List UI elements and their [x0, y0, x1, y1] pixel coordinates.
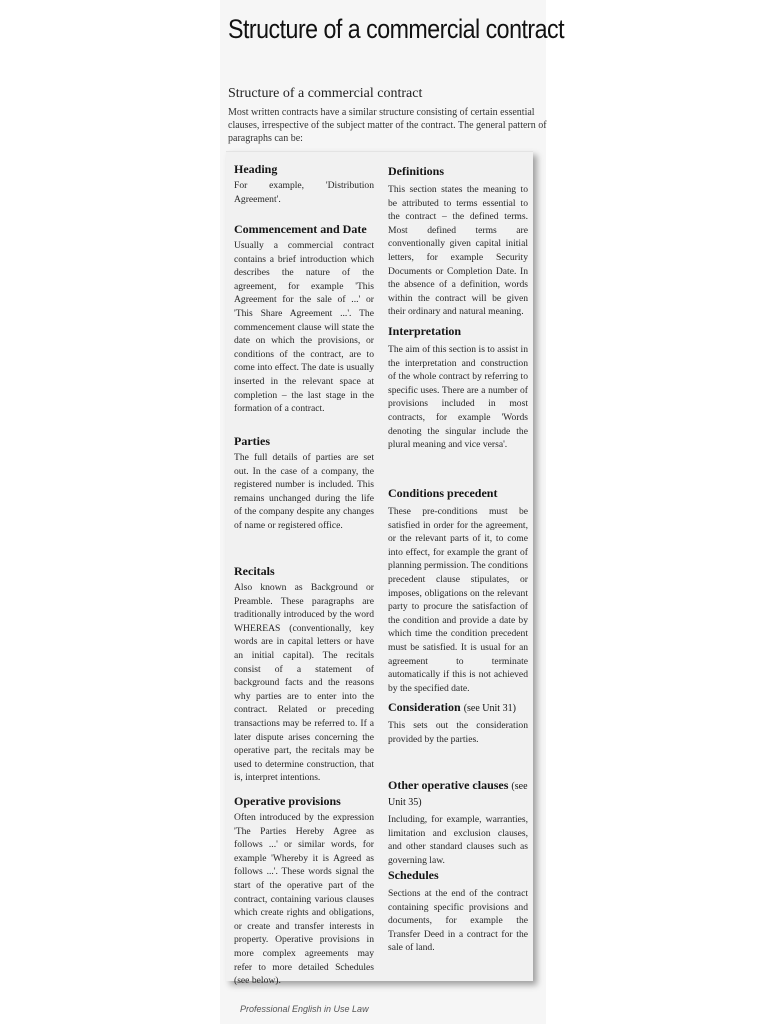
- section-body: Sections at the end of the contract containing specific provisions and documents, for example the Transfer Deed in a contract for the sale of land.: [388, 888, 528, 954]
- section-consideration: [388, 700, 528, 746]
- section-title: Recitals: [234, 564, 275, 578]
- section-title: Commencement and Date: [234, 222, 367, 236]
- section-body: Including, for example, warranties, limitation and exclusion clauses, and other standard clauses such as governing law.: [388, 814, 528, 866]
- section-recitals: [234, 564, 374, 785]
- section-operative-provisions: [234, 794, 374, 988]
- section-commencement: [234, 222, 374, 416]
- section-parties: [234, 434, 374, 533]
- section-subtitle: Structure of a commercial contract: [228, 86, 423, 101]
- section-definitions: [388, 164, 528, 319]
- section-other-operative-clauses: [388, 778, 528, 867]
- section-title: Parties: [234, 434, 270, 448]
- contract-structure-panel: [226, 151, 533, 987]
- intro-paragraph: Most written contracts have a similar structure consisting of certain essential clauses, irrespective of the subject matter of the contract. The general pattern of paragraphs can be:: [228, 107, 547, 144]
- section-body: The aim of this section is to assist in the interpretation and construction of the whole contract by referring to specific uses. There are a number of provisions included in most contracts, for example 'Words denoting the singular include the plural meaning and vice versa'.: [388, 344, 528, 451]
- section-conditions-precedent: [388, 486, 528, 695]
- section-body: Usually a commercial contract contains a brief introduction which describes the nature of the agreement, for example 'This Agreement for the sale of ...' or 'This Share Agreement ...'. The commencement clause will state the date on which the provisions, or conditions of the contract, are to come into effect. The date is usually inserted in the relevant space at completion – the last stage in the formation of a contract.: [234, 240, 374, 415]
- section-title: Other operative clauses (see Unit 35): [388, 778, 528, 808]
- section-title: Schedules: [388, 868, 439, 882]
- section-body: For example, 'Distribution Agreement'.: [234, 180, 374, 205]
- section-body: This section states the meaning to be attributed to terms essential to the contract – the defined terms. Most defined terms are conventionally given capital initial letters, for example Security Documents or Completion Date. In the absence of a definition, words within the contract will be given their ordinary and natural meaning.: [388, 184, 528, 318]
- section-interpretation: [388, 324, 528, 452]
- page-title: Structure of a commercial contract: [228, 14, 565, 44]
- section-title: Conditions precedent: [388, 486, 498, 500]
- section-schedules: [388, 868, 528, 955]
- page-footer: Professional English in Use Law: [240, 1004, 369, 1014]
- section-body: Often introduced by the expression 'The Parties Hereby Agree as follows ...' or similar words, for example 'Whereby it is Agreed as follows ...'. These words signal the start of the operative part of the contract, containing various clauses which create rights and obligations, or create and transfer interests in property. Operative provisions in more complex agreements may refer to more detailed Schedules (see below).: [234, 812, 374, 987]
- section-title: Interpretation: [388, 324, 462, 338]
- section-body: The full details of parties are set out. In the case of a company, the registered number is included. This remains unchanged during the life of the company despite any changes of name or registered office.: [234, 452, 374, 531]
- section-heading: [234, 162, 374, 206]
- section-title: Heading: [234, 162, 278, 176]
- section-title: Consideration (see Unit 31): [388, 700, 516, 714]
- section-title: Definitions: [388, 164, 445, 178]
- section-body: These pre-conditions must be satisfied in order for the agreement, or the relevant parts of it, to come into effect, for example the grant of planning permission. The conditions precedent clause stipulates, or imposes, obligations on the relevant party to procure the satisfaction of the condition and provide a date by which time the condition precedent must be satisfied. It is usual for an agreement to terminate automatically if this is not achieved by the specified date.: [388, 506, 528, 694]
- section-body: This sets out the consideration provided by the parties.: [388, 720, 528, 745]
- section-title: Operative provisions: [234, 794, 341, 808]
- section-body: Also known as Background or Preamble. These paragraphs are traditionally introduced by the word WHEREAS (conventionally, key words are in capital letters or have an initial capital). The recitals consist of a statement of background facts and the reasons why parties are to enter into the contract. Related or preceding transactions may be referred to. If a later dispute arises concerning the operative part, the recitals may be used to determine construction, that is, interpret intentions.: [234, 582, 374, 784]
